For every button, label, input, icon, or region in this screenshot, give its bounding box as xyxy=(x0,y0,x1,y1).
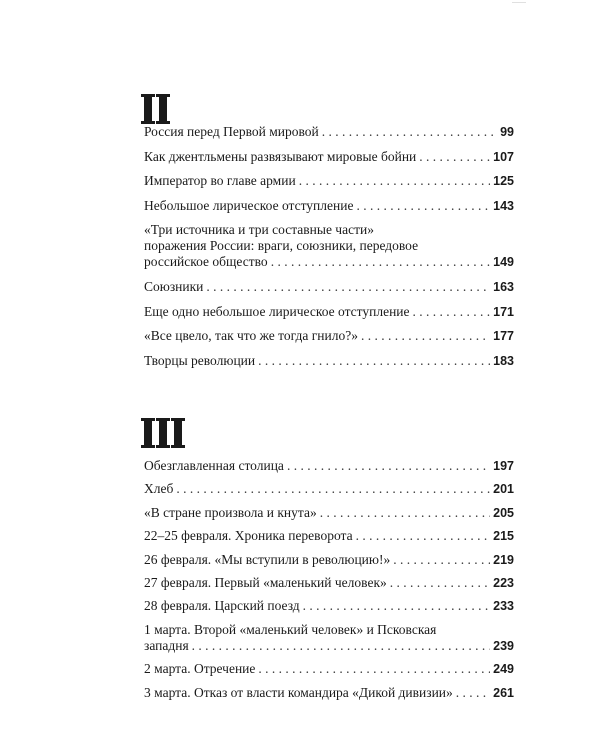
dot-leader xyxy=(356,198,490,214)
toc-entry-title: Обезглавленная столица xyxy=(144,458,284,473)
toc-entry[interactable] xyxy=(144,622,514,654)
page-number: 99 xyxy=(500,125,514,139)
toc-entry-title: 26 февраля. «Мы вступили в революцию!» xyxy=(144,551,391,567)
dot-leader xyxy=(356,528,491,544)
toc-entry[interactable] xyxy=(144,552,514,568)
numeral-bar xyxy=(144,94,152,124)
toc-entry-line xyxy=(144,598,514,614)
toc-entry-title-line: «Три источника и три составные части» xyxy=(144,222,374,238)
toc-entry-title: Небольшое лирическое отступление xyxy=(144,197,354,213)
toc-entry-line xyxy=(144,328,514,344)
toc-entry-title: «Все цвело, так что же тогда гнило?» xyxy=(144,328,358,344)
page-number: 143 xyxy=(493,198,514,213)
toc-entry-line xyxy=(144,552,514,568)
page-number: 183 xyxy=(493,353,514,368)
toc-entry[interactable] xyxy=(144,528,514,544)
page-number: 249 xyxy=(493,662,514,677)
page-number: 125 xyxy=(493,174,514,189)
dot-leader xyxy=(299,173,490,189)
dot-leader xyxy=(413,304,491,320)
toc-entry-title-line: 1 марта. Второй «маленький человек» и Псковская xyxy=(144,621,437,637)
toc-entry-line xyxy=(144,173,514,189)
dot-leader xyxy=(322,124,497,140)
toc-entry[interactable] xyxy=(144,304,514,320)
toc-entry-line xyxy=(144,638,514,654)
toc-entry-title: Хлеб xyxy=(144,481,174,497)
section-ii-entries xyxy=(144,124,514,369)
toc-entry-line xyxy=(144,575,514,591)
page-number: 233 xyxy=(493,599,514,614)
toc-entry-title: 27 февраля. Первый «маленький человек» xyxy=(144,574,387,590)
section-numeral-ii xyxy=(144,94,167,124)
toc-entry[interactable] xyxy=(144,575,514,591)
toc-entry[interactable] xyxy=(144,149,514,165)
toc-entry-title: западня xyxy=(144,637,189,653)
toc-entry-line xyxy=(144,254,514,270)
toc-entry-title: Россия перед Первой мировой xyxy=(144,124,319,139)
dot-leader xyxy=(303,598,490,614)
toc-entry-title: Император во главе армии xyxy=(144,173,296,189)
dot-leader xyxy=(390,575,490,591)
toc-entry[interactable] xyxy=(144,353,514,369)
toc-entry[interactable] xyxy=(144,279,514,295)
page-number: 171 xyxy=(493,304,514,319)
toc-entry-line xyxy=(144,149,514,165)
page-number: 205 xyxy=(493,505,514,520)
toc-entry-title: Как джентльмены развязывают мировые бойни xyxy=(144,148,417,164)
numeral-bar xyxy=(174,418,182,448)
toc-entry-line xyxy=(144,279,514,295)
dot-leader xyxy=(419,149,490,165)
dot-leader xyxy=(320,505,490,521)
page-number: 163 xyxy=(493,279,514,294)
dot-leader xyxy=(258,353,490,369)
dot-leader xyxy=(361,328,490,344)
section-numeral-iii xyxy=(144,418,182,448)
toc-entry[interactable] xyxy=(144,458,514,474)
toc-entry-line xyxy=(144,458,514,474)
dot-leader xyxy=(456,685,490,701)
page-number: 197 xyxy=(493,459,514,473)
toc-entry-line xyxy=(144,304,514,320)
toc-entry-line xyxy=(144,481,514,497)
toc-entry[interactable] xyxy=(144,481,514,497)
page-number: 223 xyxy=(493,575,514,590)
toc-entry-title: 2 марта. Отречение xyxy=(144,661,256,677)
page-number: 239 xyxy=(493,638,514,653)
corner-mark xyxy=(512,2,526,3)
toc-entry[interactable] xyxy=(144,328,514,344)
toc-entry-line xyxy=(144,124,514,140)
toc-entry[interactable] xyxy=(144,505,514,521)
numeral-bar xyxy=(159,418,167,448)
page-number: 201 xyxy=(493,482,514,497)
toc-entry-title-line: поражения России: враги, союзники, передовое xyxy=(144,238,419,254)
toc-entry[interactable] xyxy=(144,173,514,189)
toc-entry-line xyxy=(144,198,514,214)
toc-entry-title: 3 марта. Отказ от власти командира «Дикой дивизии» xyxy=(144,684,453,700)
toc-entry-line xyxy=(144,505,514,521)
dot-leader xyxy=(393,552,490,568)
page-number: 215 xyxy=(493,529,514,544)
toc-entry-title: «В стране произвола и кнута» xyxy=(144,504,317,520)
dot-leader xyxy=(192,638,490,654)
toc-entry-title: Еще одно небольшое лирическое отступление xyxy=(144,303,410,319)
numeral-bar xyxy=(144,418,152,448)
toc-entry[interactable] xyxy=(144,598,514,614)
section-iii-entries xyxy=(144,458,514,701)
page-number: 261 xyxy=(493,685,514,700)
toc-entry[interactable] xyxy=(144,685,514,701)
toc-entry-title: Союзники xyxy=(144,278,204,294)
toc-entry-title: Творцы революции xyxy=(144,352,256,368)
toc-entry-title: 22–25 февраля. Хроника переворота xyxy=(144,528,353,544)
toc-entry-line xyxy=(144,528,514,544)
toc-entry-title: 28 февраля. Царский поезд xyxy=(144,598,300,614)
page-number: 219 xyxy=(493,552,514,567)
toc-entry[interactable] xyxy=(144,124,514,140)
toc-entry-line xyxy=(144,685,514,701)
dot-leader xyxy=(258,661,490,677)
page-number: 177 xyxy=(493,329,514,344)
toc-entry-line xyxy=(144,661,514,677)
numeral-bar xyxy=(159,94,167,124)
toc-entry-title: российское общество xyxy=(144,254,268,270)
dot-leader xyxy=(271,254,490,270)
toc-entry[interactable] xyxy=(144,198,514,214)
toc-entry[interactable] xyxy=(144,661,514,677)
toc-entry-line xyxy=(144,353,514,369)
dot-leader xyxy=(287,458,490,474)
dot-leader xyxy=(176,481,490,497)
page-number: 107 xyxy=(493,149,514,164)
dot-leader xyxy=(206,279,490,295)
toc-entry[interactable] xyxy=(144,222,514,270)
page-number: 149 xyxy=(493,255,514,270)
